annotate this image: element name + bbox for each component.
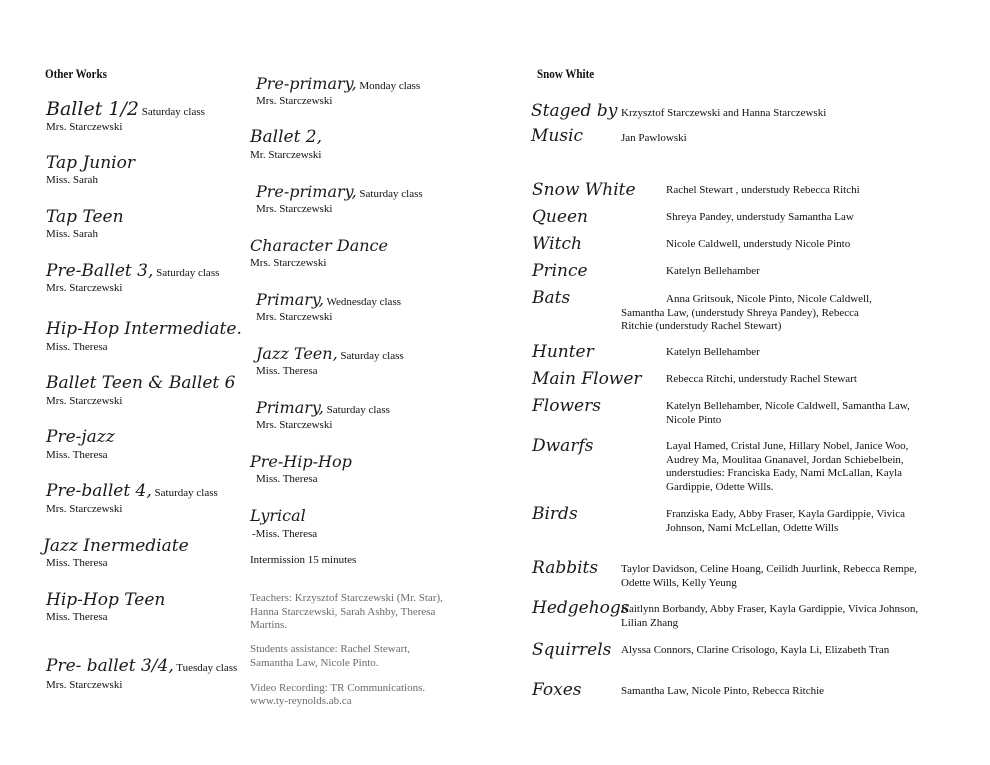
role-cast: Layal Hamed, Cristal June, Hillary Nobel, Janice Woo, Audrey Ma, Moulitaa Gnanavel, Jordan Schiebelbein, understudies: Franciska Eady, Nami McLallan, Kayla Gardippie, Odette Wills. <box>666 440 909 493</box>
intermission-text: Intermission 15 minutes <box>250 554 357 566</box>
program-item <box>46 319 242 339</box>
program-item <box>46 98 205 120</box>
item-title: Ballet Teen & Ballet 6 <box>46 373 236 393</box>
item-teacher: Miss. Sarah <box>46 174 98 186</box>
role-name: Hedgehogs <box>532 598 630 618</box>
role-cast: Rebecca Ritchi, understudy Rachel Stewart <box>666 373 857 385</box>
item-title: Pre-primary, <box>256 74 357 93</box>
teachers-credit: Teachers: Krzysztof Starczewski (Mr. Star), Hanna Starczewski, Sarah Ashby, Theresa Martins. <box>250 592 443 631</box>
role-cast: Shreya Pandey, understudy Samantha Law <box>666 211 854 223</box>
item-note: Saturday class <box>153 267 220 279</box>
item-title: Hip-Hop Intermediate. <box>46 319 242 339</box>
program-item <box>256 398 390 418</box>
role-cast: Katelyn Bellehamber <box>666 265 760 277</box>
role-name: Dwarfs <box>532 436 594 456</box>
role-cast: Alyssa Connors, Clarine Crisologo, Kayla Li, Elizabeth Tran <box>621 644 890 656</box>
item-title: Ballet 2, <box>250 127 323 147</box>
item-title: Jazz Inermediate <box>43 536 189 556</box>
music-value: Jan Pawlowski <box>621 132 687 144</box>
role-name: Rabbits <box>532 558 599 578</box>
item-teacher: Mr. Starczewski <box>250 149 322 161</box>
item-note: Wednesday class <box>323 296 402 308</box>
program-item <box>256 74 420 94</box>
program-item <box>250 127 322 147</box>
item-teacher: Miss. Sarah <box>46 228 98 240</box>
role-name: Prince <box>532 261 588 281</box>
students-credit: Students assistance: Rachel Stewart, Samantha Law, Nicole Pinto. <box>250 643 411 669</box>
item-teacher: Mrs. Starczewski <box>256 419 333 431</box>
program-item <box>256 290 401 310</box>
role-name: Flowers <box>532 396 601 416</box>
role-name: Main Flower <box>532 369 642 389</box>
video-credit: Video Recording: TR Communications. <box>250 682 426 694</box>
program-item <box>46 656 237 676</box>
program-item <box>250 506 306 526</box>
program-item <box>250 452 352 472</box>
role-cast: Nicole Caldwell, understudy Nicole Pinto <box>666 238 851 250</box>
role-name: Hunter <box>532 342 594 362</box>
item-teacher: Miss. Theresa <box>256 365 318 377</box>
item-title: Pre-jazz <box>46 427 115 447</box>
item-note: Saturday class <box>138 106 205 118</box>
program-item <box>256 182 423 202</box>
item-teacher: Mrs. Starczewski <box>46 121 123 133</box>
item-title: Hip-Hop Teen <box>46 590 166 610</box>
program-item <box>46 481 218 501</box>
item-teacher: Mrs. Starczewski <box>46 503 123 515</box>
item-title: Pre-Ballet 3, <box>46 261 154 281</box>
item-teacher: Miss. Theresa <box>46 611 108 623</box>
item-teacher: Miss. Theresa <box>256 473 318 485</box>
staged-by-value: Krzysztof Starczewski and Hanna Starczewski <box>621 107 827 119</box>
program-item <box>256 344 404 364</box>
program-item <box>46 427 115 447</box>
program-item <box>43 536 189 556</box>
role-cast: Taylor Davidson, Celine Hoang, Ceilidh Juurlink, Rebecca Rempe, Odette Wills, Kelly Yeung <box>621 563 917 589</box>
item-teacher: Mrs. Starczewski <box>256 95 333 107</box>
item-title: Primary, <box>256 398 324 417</box>
program-item <box>250 236 388 256</box>
role-cast: Katelyn Bellehamber, Nicole Caldwell, Samantha Law, Nicole Pinto <box>666 400 910 426</box>
item-title: Primary, <box>256 290 324 309</box>
program-item <box>46 207 124 227</box>
item-title: Pre- ballet 3/4, <box>46 656 174 676</box>
item-teacher: Mrs. Starczewski <box>46 282 123 294</box>
item-title: Pre-Hip-Hop <box>250 452 352 471</box>
program-item <box>46 153 135 173</box>
role-cast: Samantha Law, Nicole Pinto, Rebecca Ritchie <box>621 685 825 697</box>
program-item <box>46 261 219 281</box>
item-teacher: Miss. Theresa <box>46 449 108 461</box>
item-teacher: Mrs. Starczewski <box>256 311 333 323</box>
role-name: Foxes <box>532 680 582 700</box>
item-teacher: Mrs. Starczewski <box>250 257 327 269</box>
role-cast: Anna Gritsouk, Nicole Pinto, Nicole Caldwell, Samantha Law, (understudy Shreya Pandey), Rebecca Ritchie (understudy Rachel Stewart) <box>621 293 872 332</box>
item-note: Saturday class <box>151 487 218 499</box>
role-name: Bats <box>532 288 571 308</box>
role-cast: Kaitlynn Borbandy, Abby Fraser, Kayla Gardippie, Vivica Johnson, Lilian Zhang <box>621 603 919 629</box>
item-note: Saturday class <box>337 350 404 362</box>
role-name: Queen <box>532 207 588 227</box>
item-note: Tuesday class <box>173 662 238 674</box>
item-teacher: Mrs. Starczewski <box>46 679 123 691</box>
item-note: Saturday class <box>356 188 423 200</box>
item-title: Pre-ballet 4, <box>46 481 152 501</box>
item-teacher: -Miss. Theresa <box>252 528 318 540</box>
item-title: Lyrical <box>250 506 306 525</box>
role-cast: Rachel Stewart , understudy Rebecca Ritchi <box>666 184 860 196</box>
role-cast: Katelyn Bellehamber <box>666 346 760 358</box>
item-title: Character Dance <box>250 236 388 255</box>
music-label: Music <box>531 126 584 146</box>
role-name: Birds <box>532 504 578 524</box>
item-note: Monday class <box>356 80 421 92</box>
item-teacher: Mrs. Starczewski <box>256 203 333 215</box>
other-works-heading: Other Works <box>45 66 107 81</box>
program-item <box>46 373 235 393</box>
role-cast: Franziska Eady, Abby Fraser, Kayla Gardippie, Vivica Johnson, Nami McLellan, Odette Wills <box>666 508 905 534</box>
item-title: Ballet 1/2 <box>46 98 139 120</box>
staged-by-label: Staged by <box>531 101 618 121</box>
program-item <box>46 590 165 610</box>
role-name: Witch <box>532 234 582 254</box>
item-teacher: Mrs. Starczewski <box>46 395 123 407</box>
item-title: Pre-primary, <box>256 182 357 201</box>
role-name: Snow White <box>532 180 636 200</box>
item-title: Tap Teen <box>46 207 124 227</box>
item-title: Jazz Teen, <box>256 344 338 363</box>
item-title: Tap Junior <box>46 153 135 173</box>
item-teacher: Miss. Theresa <box>46 557 108 569</box>
item-note: Saturday class <box>323 404 390 416</box>
video-url: www.ty-reynolds.ab.ca <box>250 695 352 707</box>
snow-white-heading: Snow White <box>537 66 595 81</box>
role-name: Squirrels <box>532 640 612 660</box>
item-teacher: Miss. Theresa <box>46 341 108 353</box>
